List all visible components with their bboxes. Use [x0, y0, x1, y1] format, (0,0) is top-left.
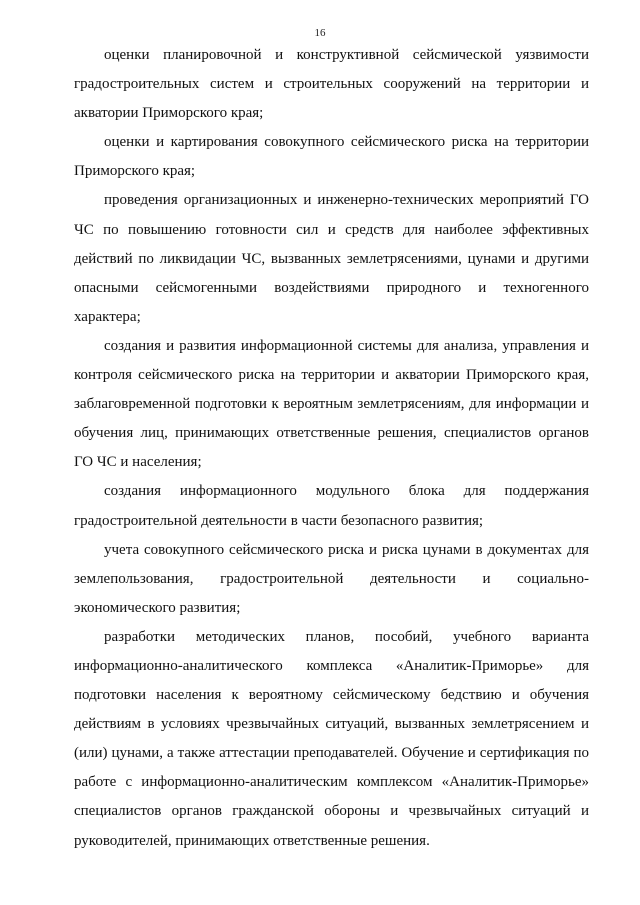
document-body — [74, 41, 589, 856]
paragraph: разработки методических планов, пособий, учебного варианта информационно-аналитического комплекса «Аналитик-Приморье» для подготовки населения к вероятному сейсмическому бедствию и обучения действиям в условиях чрезвычайных ситуаций, вызванных землетрясением и (или) цунами, а также аттестации преподавателей. Обучение и сертификация по работе с информационно-аналитическим комплексом «Аналитик-Приморье» специалистов органов гражданской обороны и чрезвычайных ситуаций и руководителей, принимающих ответственные решения. — [74, 628, 589, 849]
paragraph: оценки и картирования совокупного сейсмического риска на территории Приморского края; — [74, 134, 589, 180]
paragraph: создания информационного модульного блока для поддержания градостроительной деятельности в части безопасного развития; — [74, 483, 589, 529]
paragraph: проведения организационных и инженерно-технических мероприятий ГО ЧС по повышению готовности сил и средств для наиболее эффективных действий по ликвидации ЧС, вызванных землетрясениями, цунами и другими опасными сейсмогенными воздействиями природного и техногенного характера; — [74, 192, 589, 325]
paragraph: оценки планировочной и конструктивной сейсмической уязвимости градостроительных систем и строительных сооружений на территории и акватории Приморского края; — [74, 47, 589, 122]
page-number: 16 — [314, 27, 326, 39]
paragraph: учета совокупного сейсмического риска и риска цунами в документах для землепользования, градостроительной деятельности и социально-экономического развития; — [74, 541, 589, 616]
paragraph: создания и развития информационной системы для анализа, управления и контроля сейсмического риска на территории и акватории Приморского края, заблаговременной подготовки к вероятным землетрясениям, для информации и обучения лиц, принимающих ответственные решения, специалистов органов ГО ЧС и населения; — [74, 337, 589, 471]
